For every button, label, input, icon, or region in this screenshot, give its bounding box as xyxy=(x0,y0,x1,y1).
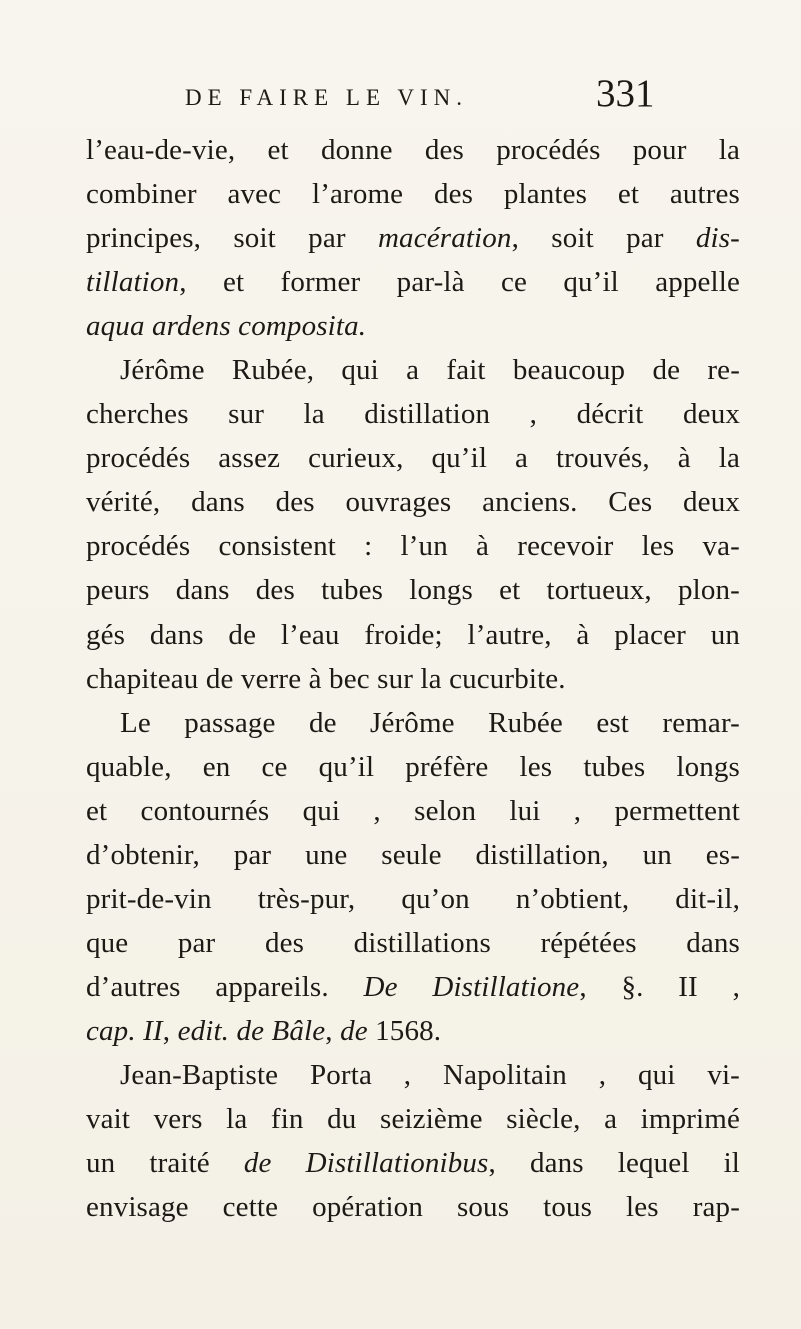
text-line: d’obtenir, par une seule distillation, un es- xyxy=(86,838,740,871)
text-line: procédés assez curieux, qu’il a trouvés, à la xyxy=(86,442,740,475)
text-line: envisage cette opération sous tous les rap- xyxy=(86,1191,740,1224)
italic-term: de Distillationibus xyxy=(243,1147,489,1180)
text-line: prit-de-vin très-pur, qu’on n’obtient, dit-il, xyxy=(86,882,740,915)
page-header xyxy=(0,70,801,130)
text-line: Jean-Baptiste Porta , Napolitain , qui vi- xyxy=(120,1058,740,1091)
text-line: et contournés qui , selon lui , permettent xyxy=(86,794,740,827)
italic-term: edit. de Bâle xyxy=(177,1014,326,1047)
text-line: tillation, et former par-là ce qu’il appelle xyxy=(86,266,740,299)
text-line: peurs dans des tubes longs et tortueux, plon- xyxy=(86,574,740,607)
running-title: DE FAIRE LE VIN. xyxy=(185,85,468,110)
text-line: Le passage de Jérôme Rubée est remar- xyxy=(120,706,740,739)
text-line: l’eau-de-vie, et donne des procédés pour la xyxy=(86,134,740,166)
text-line: procédés consistent : l’un à recevoir les va- xyxy=(86,530,740,563)
text-line: quable, en ce qu’il préfère les tubes longs xyxy=(86,750,740,783)
text-line: chapiteau de verre à bec sur la cucurbite. xyxy=(86,662,566,695)
text-line: d’autres appareils. De Distillatione, §. II , xyxy=(86,970,740,1003)
text-line: vérité, dans des ouvrages anciens. Ces deux xyxy=(86,486,740,519)
italic-term: macération xyxy=(377,222,512,255)
text-line: un traité de Distillationibus, dans lequel il xyxy=(86,1147,740,1180)
italic-term: tillation xyxy=(86,266,180,299)
text-line: que par des distillations répétées dans xyxy=(86,926,740,959)
body-text xyxy=(86,128,740,1229)
italic-term: de xyxy=(340,1014,368,1047)
italic-term: aqua ardens composita. xyxy=(86,310,367,343)
text-line: combiner avec l’arome des plantes et autres xyxy=(86,178,740,211)
page-number: 331 xyxy=(596,72,655,115)
text-line: gés dans de l’eau froide; l’autre, à placer un xyxy=(86,618,740,651)
italic-term: dis- xyxy=(695,222,740,255)
text-line: vait vers la fin du seizième siècle, a imprimé xyxy=(86,1103,740,1136)
text-line xyxy=(86,304,740,348)
text-line: principes, soit par macération, soit par dis- xyxy=(86,222,740,255)
italic-term: De Distillatione xyxy=(363,970,580,1003)
text-line: cap. II, edit. de Bâle, de 1568. xyxy=(86,1014,442,1047)
text-line: Jérôme Rubée, qui a fait beaucoup de re- xyxy=(120,354,740,387)
italic-term: cap. II xyxy=(86,1014,163,1047)
text-line: cherches sur la distillation , décrit deux xyxy=(86,398,740,431)
